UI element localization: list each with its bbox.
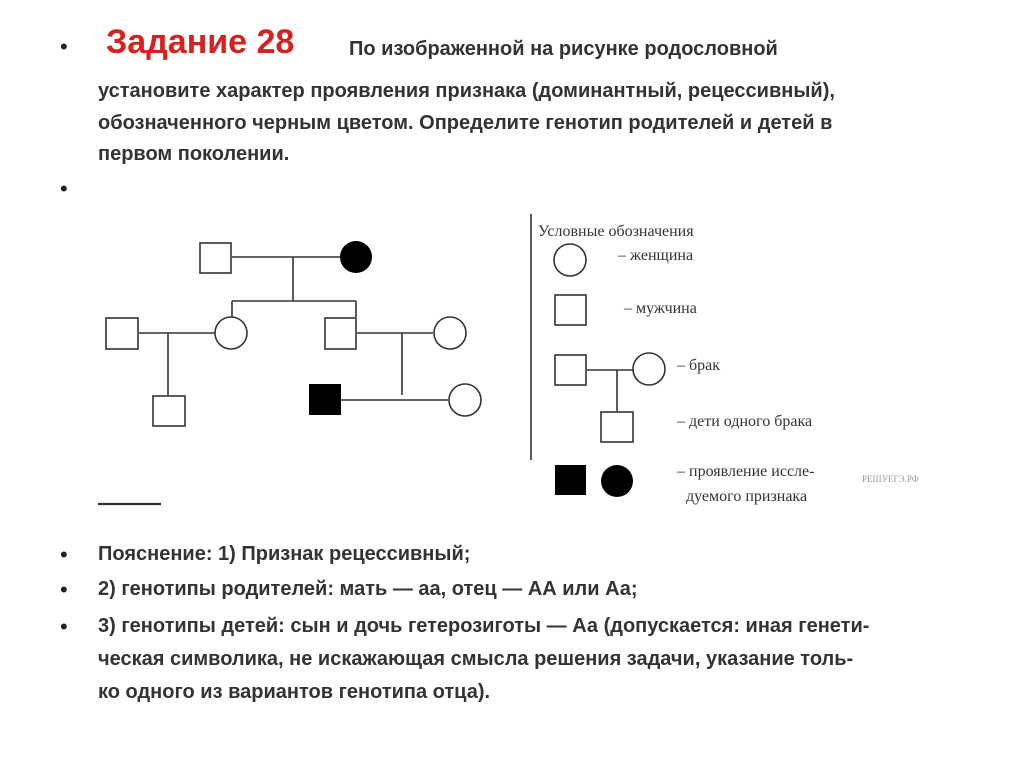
- answer-line-3: 3) генотипы детей: сын и дочь гетерозиготы — Аа (допускается: иная генети-: [98, 615, 870, 637]
- legend-child-symbol: [601, 412, 633, 442]
- task-text-line-2: установите характер проявления признака (доминантный, рецессивный),: [98, 80, 835, 102]
- task-text-line-4: первом поколении.: [98, 143, 290, 165]
- bullet-empty: •: [60, 176, 68, 201]
- pedigree-daughter-in-law: [434, 317, 466, 349]
- legend-affected-square: [555, 465, 586, 495]
- task-text-line-1: По изображенной на рисунке родословной: [349, 38, 778, 60]
- pedigree-mother-affected: [340, 241, 372, 273]
- pedigree-son: [325, 318, 356, 349]
- watermark-text: РЕШУЕГЭ.РФ: [862, 474, 919, 484]
- bullet-answer-2: •: [60, 577, 68, 602]
- bullet-answer-1: •: [60, 542, 68, 567]
- legend-trait-label-line-2: дуемого признака: [686, 488, 808, 505]
- legend-woman-label: – женщина: [618, 247, 694, 264]
- answer-line-5: ко одного из вариантов генотипа отца).: [98, 681, 491, 703]
- pedigree-father: [200, 243, 231, 273]
- legend-man-symbol: [555, 295, 586, 325]
- pedigree-granddaughter: [449, 384, 481, 416]
- pedigree-grandson-affected: [309, 384, 341, 415]
- legend-man-label: – мужчина: [624, 300, 697, 317]
- legend-affected-circle: [601, 465, 633, 497]
- answer-line-1: Пояснение: 1) Признак рецессивный;: [98, 543, 471, 565]
- legend-marriage-man: [555, 355, 586, 385]
- bullet-answer-3: •: [60, 614, 68, 639]
- task-title: Задание 28: [106, 23, 295, 61]
- legend-marriage-woman: [633, 353, 665, 385]
- legend-children-label: – дети одного брака: [677, 413, 813, 430]
- pedigree-son-in-law: [106, 318, 138, 349]
- pedigree-grandson-left: [153, 396, 185, 426]
- legend-trait-label-line-1: – проявление иссле-: [677, 463, 815, 480]
- pedigree-daughter: [215, 317, 247, 349]
- legend-heading: Условные обозначения: [538, 223, 694, 240]
- bullet-task: •: [60, 34, 68, 59]
- answer-line-2: 2) генотипы родителей: мать — аа, отец — АА или Аа;: [98, 578, 638, 600]
- answer-line-4: ческая символика, не искажающая смысла решения задачи, указание толь-: [98, 648, 854, 670]
- task-text-line-3: обозначенного черным цветом. Определите генотип родителей и детей в: [98, 112, 833, 134]
- legend-marriage-label: – брак: [677, 357, 721, 374]
- legend-woman-symbol: [554, 244, 586, 276]
